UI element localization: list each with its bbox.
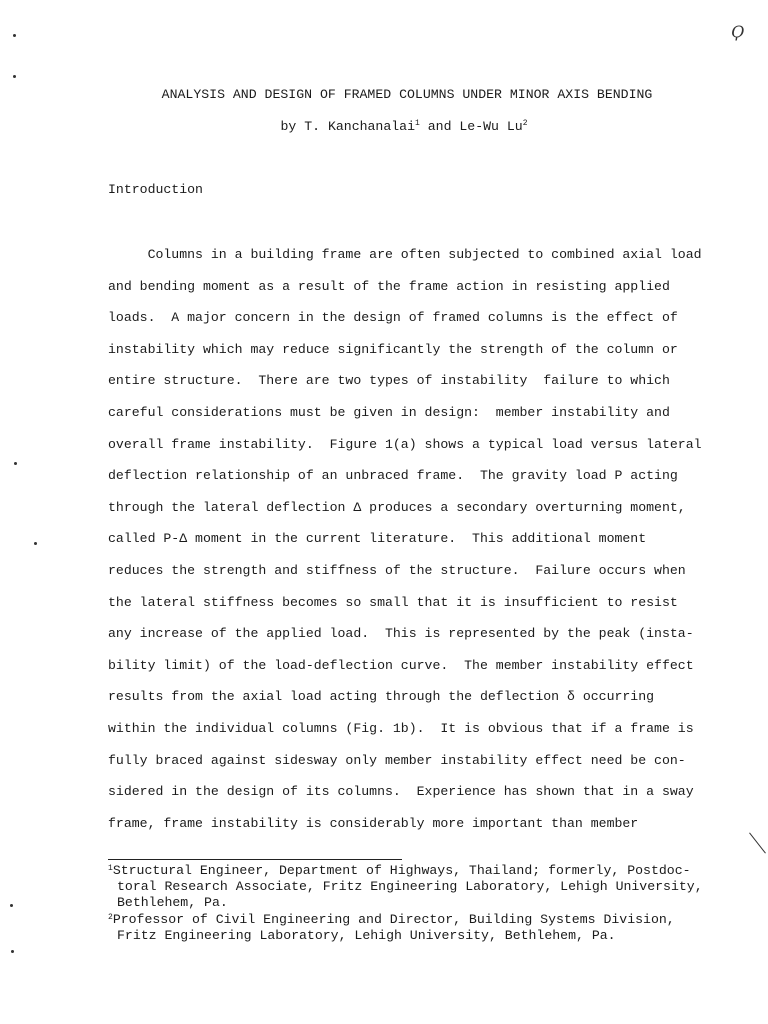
footnote-marker: 1: [108, 864, 113, 873]
corner-handwritten-mark: Ϙ: [731, 22, 745, 41]
document-title: ANALYSIS AND DESIGN OF FRAMED COLUMNS UNDER MINOR AXIS BENDING: [161, 87, 653, 102]
body-line: Columns in a building frame are often subjected to combined axial load: [108, 247, 702, 262]
footnote-line: [108, 912, 675, 927]
body-line: careful considerations must be given in design: member instability and: [108, 405, 670, 420]
scan-speck: [13, 34, 16, 37]
body-line: within the individual columns (Fig. 1b). It is obvious that if a frame is: [108, 721, 694, 736]
footnote-ref-1: 1: [415, 119, 420, 128]
author-prefix: by T. Kanchanalai: [280, 119, 416, 134]
footnote-text: toral Research Associate, Fritz Engineering Laboratory, Lehigh University,: [117, 879, 703, 895]
body-line: results from the axial load acting through the deflection δ occurring: [108, 689, 655, 705]
body-line: loads. A major concern in the design of framed columns is the effect of: [108, 310, 678, 326]
body-line: and bending moment as a result of the frame action in resisting applied: [108, 278, 670, 294]
body-line: called P-Δ moment in the current literature. This additional moment: [108, 531, 647, 547]
scan-speck: [14, 462, 17, 465]
footnote-line: [117, 895, 228, 910]
body-line: reduces the strength and stiffness of the structure. Failure occurs when: [108, 563, 686, 578]
footnote-text: Professor of Civil Engineering and Director, Building Systems Division,: [112, 911, 675, 927]
scan-speck: [10, 904, 13, 907]
footnote-marker: 2: [108, 912, 113, 922]
footnote-text: Bethlehem, Pa.: [117, 895, 228, 911]
body-line: sidered in the design of its columns. Experience has shown that in a sway: [108, 784, 694, 800]
body-line: bility limit) of the load-deflection curve. The member instability effect: [108, 657, 694, 673]
body-line: entire structure. There are two types of instability failure to which: [108, 373, 670, 389]
footnote-line: [117, 879, 703, 894]
body-line: fully braced against sidesway only member instability effect need be con-: [108, 752, 686, 768]
scan-speck: [13, 75, 16, 78]
scan-speck: [11, 950, 14, 953]
footnote-line: [108, 863, 691, 878]
scan-speck: [34, 542, 37, 545]
footnote-text: Fritz Engineering Laboratory, Lehigh University, Bethlehem, Pa.: [117, 927, 616, 943]
author-line: [0, 119, 768, 134]
body-line: instability which may reduce significantly the strength of the column or: [108, 341, 678, 357]
body-line: frame, frame instability is considerably more important than member: [108, 815, 639, 831]
section-heading: Introduction: [108, 182, 203, 197]
footnote-divider: [108, 859, 402, 860]
body-line: deflection relationship of an unbraced frame. The gravity load P acting: [108, 468, 678, 484]
margin-stroke: [749, 832, 766, 853]
body-line: the lateral stiffness becomes so small that it is insufficient to resist: [108, 594, 678, 610]
author-middle: and Le-Wu Lu: [419, 119, 523, 134]
footnote-text: Structural Engineer, Department of Highways, Thailand; formerly, Postdoc-: [112, 863, 691, 878]
body-line: overall frame instability. Figure 1(a) shows a typical load versus lateral: [108, 436, 702, 452]
body-line: any increase of the applied load. This is represented by the peak (insta-: [108, 626, 694, 642]
footnote-line: [117, 928, 616, 943]
body-line: through the lateral deflection Δ produces a secondary overturning moment,: [108, 499, 686, 515]
footnote-ref-2: 2: [522, 119, 528, 128]
